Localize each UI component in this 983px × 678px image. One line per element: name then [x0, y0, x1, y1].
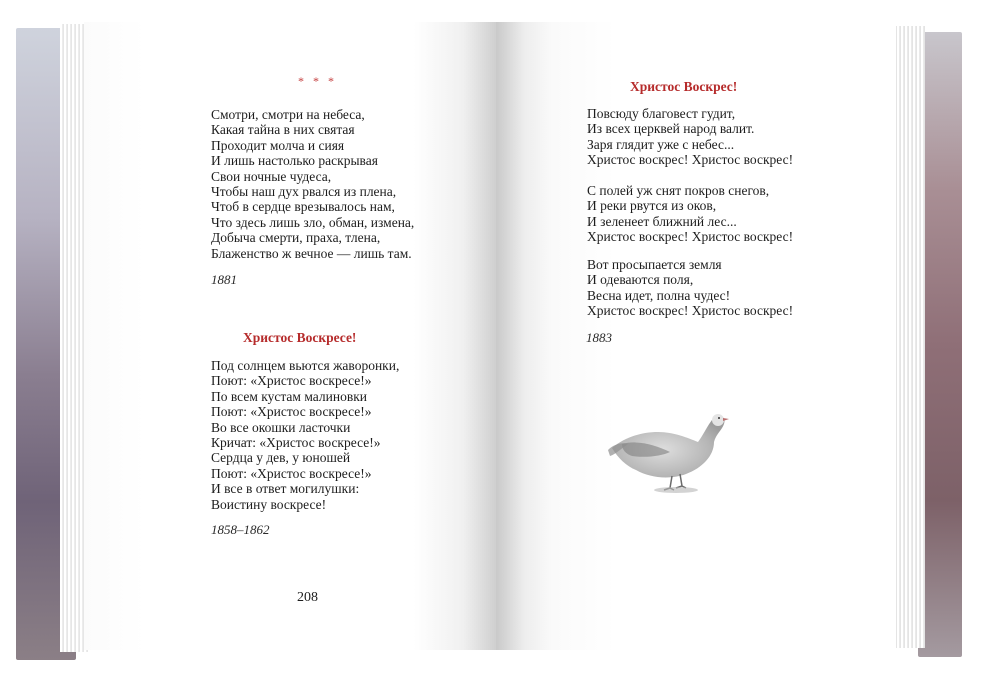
- poem-line: Какая тайна в них святая: [211, 122, 355, 138]
- page-stack-right: [893, 26, 925, 648]
- poem-line: Из всех церквей народ валит.: [587, 121, 755, 137]
- poem-line: И реки рвутся из оков,: [587, 198, 717, 214]
- poem-line: Чтоб в сердце врезывалось нам,: [211, 199, 395, 215]
- poem-line: Вот просыпается земля: [587, 257, 722, 272]
- poem-line: Во все окошки ласточки: [211, 419, 351, 435]
- poem-line: Поют: «Христос воскресе!»: [211, 404, 372, 420]
- poem-2-title: Христос Воскресе!: [243, 330, 357, 345]
- poem-line: Весна идет, полна чудес!: [587, 287, 731, 303]
- section-separator: * * *: [298, 74, 337, 88]
- poem-line: По всем кустам малиновки: [211, 388, 367, 404]
- poem-3-title: Христос Воскрес!: [630, 79, 738, 94]
- poem-line: Сердца у дев, у юношей: [211, 450, 351, 466]
- poem-line: Свои ночные чудеса,: [211, 168, 332, 184]
- dove-illustration: [606, 404, 734, 496]
- poem-3-stanza-3: [587, 257, 793, 319]
- poem-line: И лишь настолько раскрывая: [211, 153, 378, 169]
- poem-line: Блаженство ж вечное — лишь там.: [211, 245, 412, 261]
- poem-line: Проходит молча и сияя: [211, 137, 345, 153]
- poem-line: Поют: «Христос воскресе!»: [211, 465, 372, 481]
- poem-line: Что здесь лишь зло, обман, измена,: [211, 214, 415, 230]
- poem-line: Чтобы наш дух рвался из плена,: [211, 184, 397, 200]
- poem-1-date: 1881: [211, 272, 237, 287]
- poem-3-date: 1883: [586, 330, 612, 345]
- poem-line: Повсюду благовест гудит,: [587, 106, 736, 121]
- poem-line: Смотри, смотри на небеса,: [211, 107, 365, 122]
- poem-line: Христос воскрес! Христос воскрес!: [587, 229, 794, 245]
- poem-line: Добыча смерти, праха, тлена,: [211, 230, 381, 246]
- poem-line: И одеваются поля,: [587, 272, 694, 288]
- poem-line: Христос воскрес! Христос воскрес!: [587, 303, 794, 319]
- poem-2-date: 1858–1862: [211, 522, 270, 537]
- poem-line: Заря глядит уже с небес...: [587, 136, 735, 152]
- poem-line: Поют: «Христос воскресе!»: [211, 373, 372, 389]
- poem-line: И зеленеет ближний лес...: [587, 213, 737, 229]
- poem-line: И все в ответ могилушки:: [211, 481, 360, 497]
- poem-3-stanza-2: [587, 183, 793, 245]
- poem-1-text: [211, 107, 414, 261]
- poem-line: Воистину воскресе!: [211, 496, 327, 512]
- poem-3-stanza-1: [587, 106, 793, 168]
- page-number: 208: [297, 590, 318, 605]
- poem-2-text: [211, 358, 399, 512]
- poem-line: Кричат: «Христос воскресе!»: [211, 435, 381, 451]
- poem-line: С полей уж снят покров снегов,: [587, 183, 770, 198]
- poem-line: Христос воскрес! Христос воскрес!: [587, 152, 794, 168]
- poem-line: Под солнцем вьются жаворонки,: [211, 358, 400, 373]
